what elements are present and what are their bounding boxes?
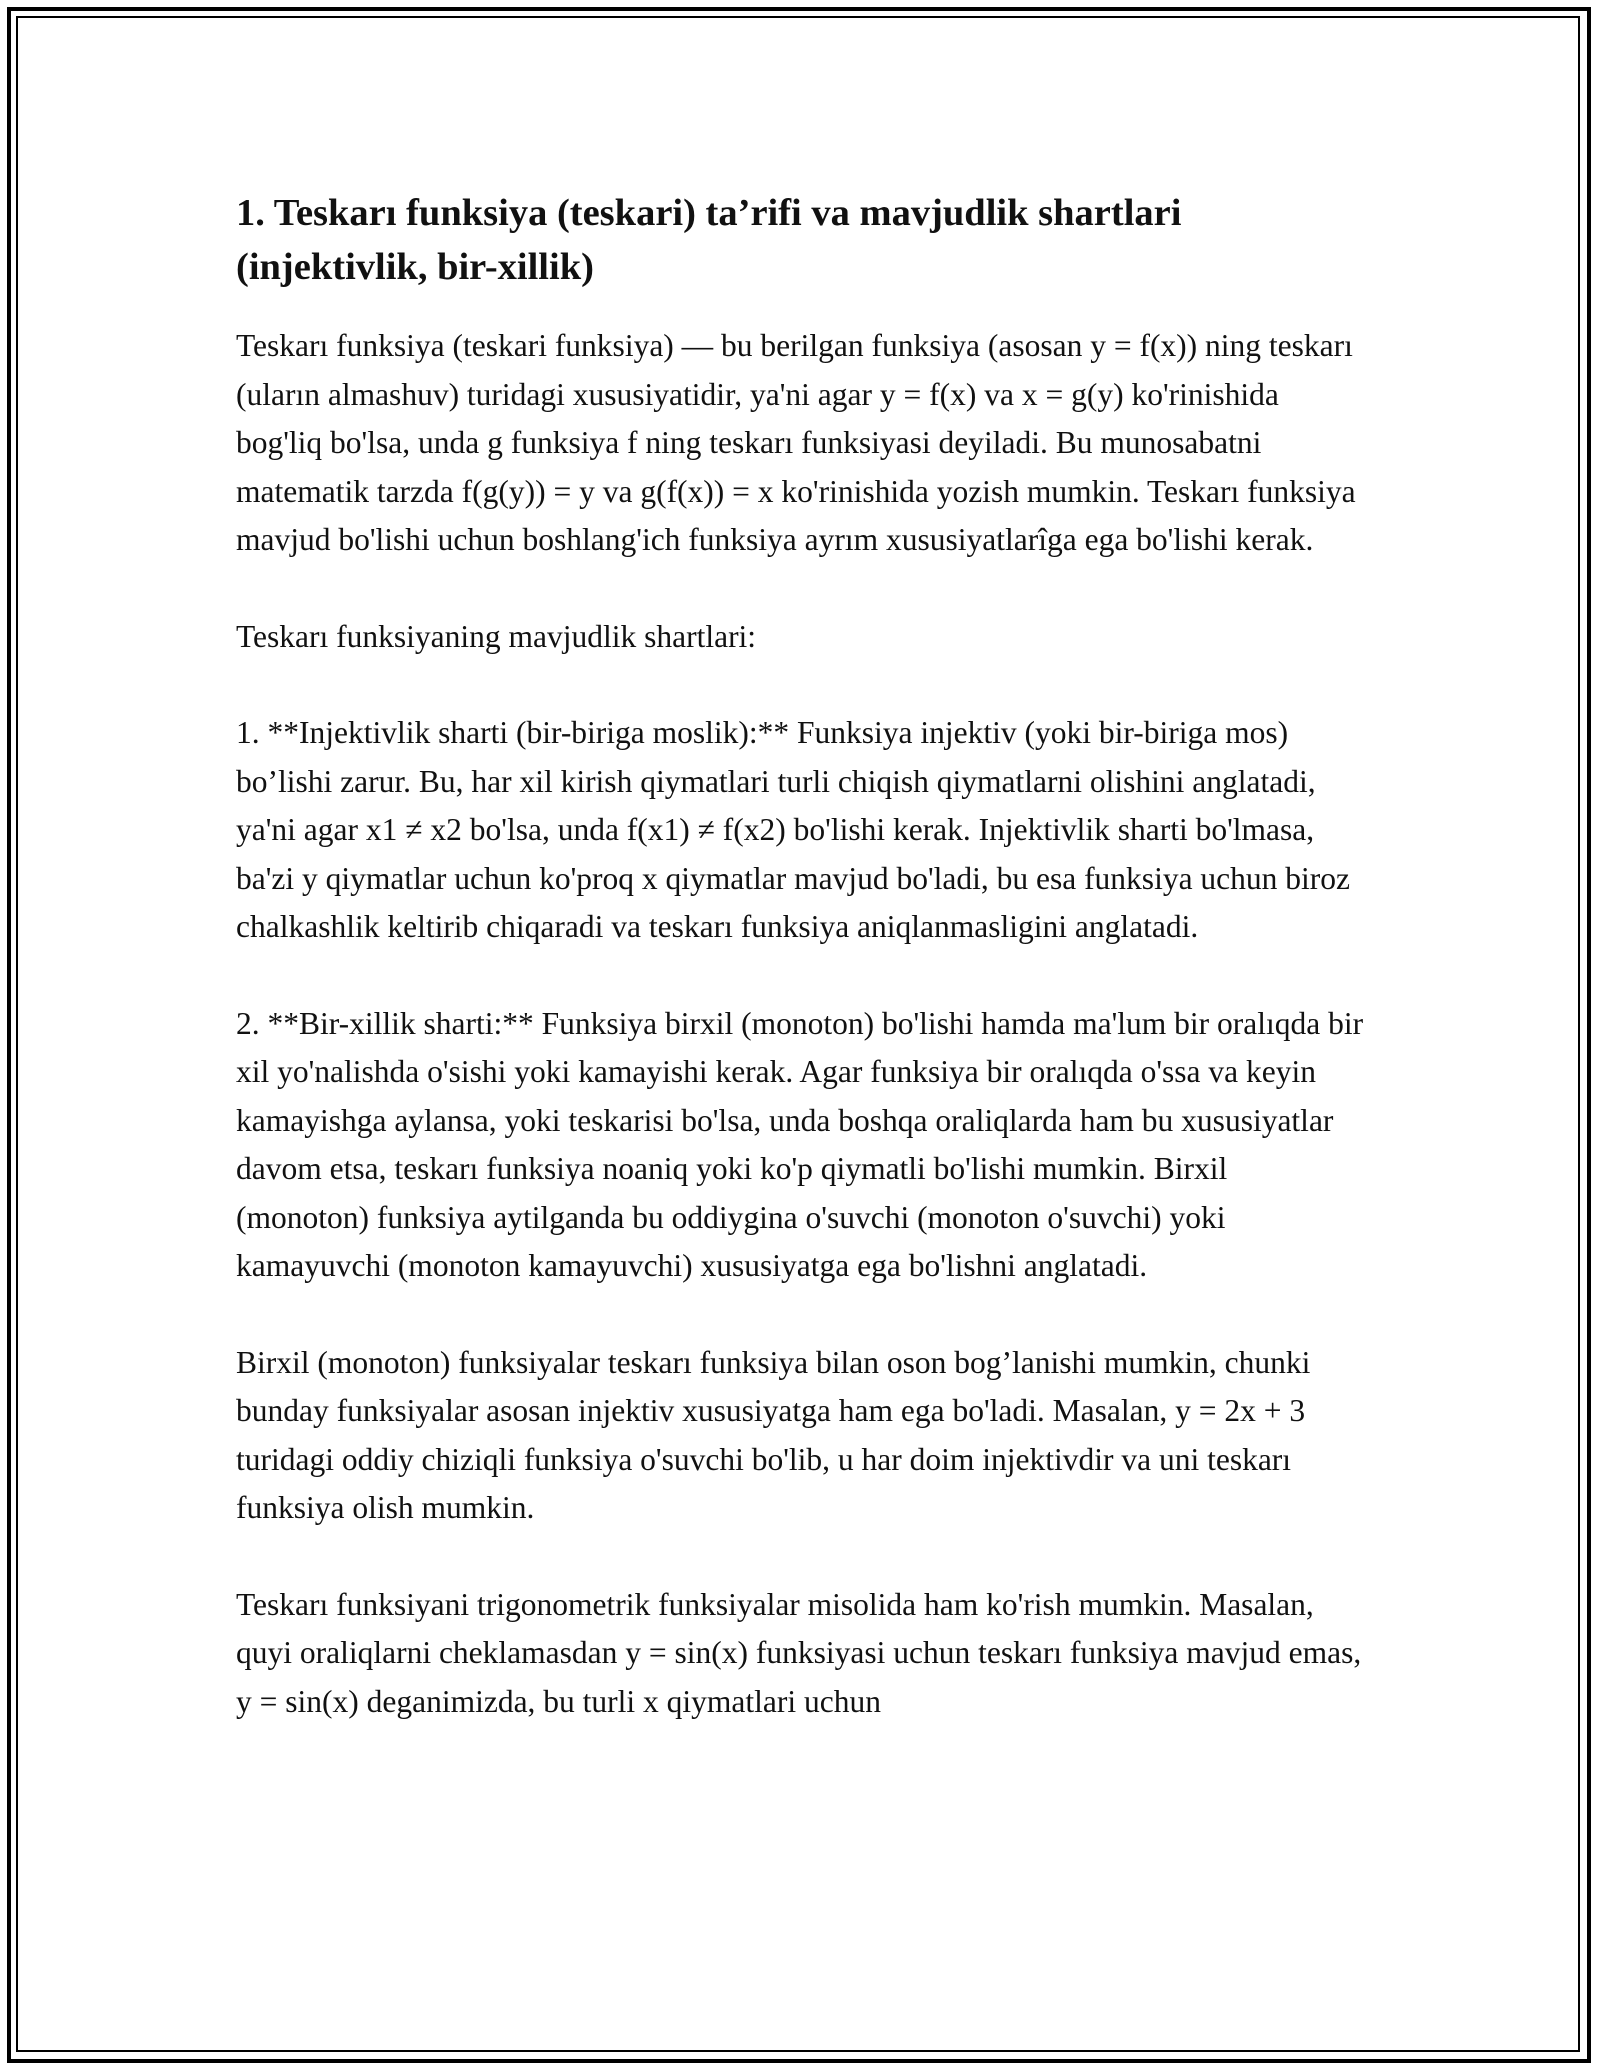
paragraph-trigonometric-example: Teskarı funksiyani trigonometrik funksiyalar misolida ham ko'rish mumkin. Masalan, quyi oraliqlarni cheklamasdan y = sin(x) funksiyasi uchun teskarı funksiya mavjud emas, y = sin(x) deganimizda, bu turli x qiymatlari uchun	[236, 1586, 1362, 1719]
paragraph-conditions-intro: Teskarı funksiyaning mavjudlik shartlari:	[236, 618, 757, 654]
paragraph-injectivity: 1. **Injektivlik sharti (bir-biriga moslik):** Funksiya injektiv (yoki bir-biriga mos) bo’lishi zarur. Bu, har xil kirish qiymatlari turli chiqish qiymatlarni olishini anglatadi, ya'ni agar x1 ≠ x2 bo'lsa, unda f(x1) ≠ f(x2) bo'lishi kerak. Injektivlik sharti bo'lmasa, ba'zi y qiymatlar uchun ko'proq x qiymatlar mavjud bo'ladi, bu esa funksiya uchun biroz chalkashlik keltirib chiqaradi va teskarı funksiya aniqlanmasligini anglatadi.	[236, 715, 1351, 944]
paragraph-linear-example: Birxil (monoton) funksiyalar teskarı funksiya bilan oson bog’lanishi mumkin, chunki bunday funksiyalar asosan injektiv xususiyatga ham ega bo'ladi. Masalan, y = 2x + 3 turidagi oddiy chiziqli funksiya o'suvchi bo'lib, u har doim injektivdir va uni teskarı funksiya olish mumkin.	[236, 1344, 1311, 1525]
paragraph-definition: Teskarı funksiya (teskari funksiya) — bu berilgan funksiya (asosan y = f(x)) ning teskarı (uların almashuv) turidagi xususiyatidir, ya'ni agar y = f(x) va x = g(y) ko'rinishida bog'liq bo'lsa, unda g funksiya f ning teskarı funksiyasi deyiladi. Bu munosabatni matematik tarzda f(g(y)) = y va g(f(x)) = x ko'rinishida yozish mumkin. Teskarı funksiya mavjud bo'lishi uchun boshlang'ich funksiya ayrım xususiyatlarîga ega bo'lishi kerak.	[236, 328, 1356, 557]
section-heading: 1. Teskarı funksiya (teskari) ta’rifi va mavjudlik shartlari (injektivlik, bir-xillik)	[236, 192, 1182, 288]
paragraph-monotonicity: 2. **Bir-xillik sharti:** Funksiya birxil (monoton) bo'lishi hamda ma'lum bir oralıqda bir xil yo'nalishda o'sishi yoki kamayishi kerak. Agar funksiya bir oralıqda o'ssa va keyin kamayishga aylansa, yoki teskarisi bo'lsa, unda boshqa oraliqlarda ham bu xususiyatlar davom etsa, teskarı funksiya noaniq yoki ko'p qiymatli bo'lishi mumkin. Birxil (monoton) funksiya aytilganda bu oddiygina o'suvchi (monoton o'suvchi) yoki kamayuvchi (monoton kamayuvchi) xususiyatga ega bo'lishni anglatadi.	[236, 1005, 1364, 1283]
document-body	[236, 186, 1366, 1774]
